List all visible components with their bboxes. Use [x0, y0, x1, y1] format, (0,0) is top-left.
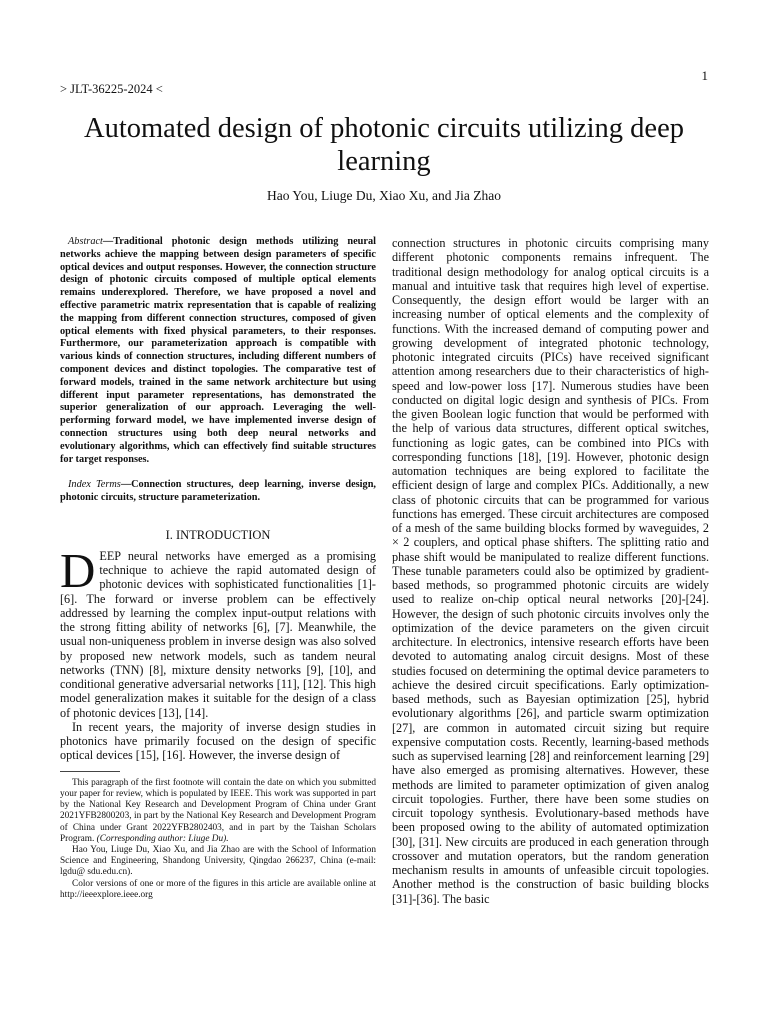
author-list: Hao You, Liuge Du, Xiao Xu, and Jia Zhao	[267, 188, 501, 203]
abstract-text: —Traditional photonic design methods utilizing neural networks achieve the mapping between design parameters of specific optical devices and output responses. However, the connection structure design of photonic circuits composed of multiple optical elements remains underexplored. Therefore, we have proposed a novel and effective parametric matrix representation that is capable of realizing the mapping from different connection structures, composed of given optical elements with fixed physical parameters, to their responses. Furthermore, our parameterization approach is compatible with various kinds of connection structures, including different numbers of component devices and distinct topologies. The comparative test of forward models, trained in the same network architecture but using different input parameter representations, has demonstrated the superior generalization of our approach. Leveraging the well-performing forward model, we have implemented inverse design of connection structures using both deep neural networks and evolutionary algorithms, which can effectively find suitable structures for target responses.	[60, 236, 376, 465]
paper-title: Automated design of photonic circuits utilizing deep learning	[84, 113, 684, 177]
running-header: > JLT-36225-2024 <	[60, 82, 163, 96]
footnote-color-versions: Color versions of one or more of the figures in this article are available online at http://ieeexplore.ieee.org	[60, 878, 376, 900]
left-column	[60, 236, 376, 901]
index-terms-lead: Index Terms	[68, 479, 121, 491]
page-number: 1	[701, 68, 708, 83]
abstract-lead: Abstract	[68, 236, 103, 247]
index-terms	[60, 479, 376, 505]
footnote-affiliation: Hao You, Liuge Du, Xiao Xu, and Jia Zhao are with the School of Information Science and Engineering, Shandong University, Qingdao 266237, China (e-mail: lgdu@ sdu.edu.cn).	[60, 844, 376, 878]
right-column	[392, 236, 709, 906]
right-column-text: connection structures in photonic circuits comprising many different photonic components remains infrequent. The traditional design methodology for analog optical circuits is a manual and intuitive task that requires high level of expertise. Consequently, the design effort would be larger with an increasing number of optical elements and the complexity of functions. With the increased demand of computing power and growing development of integrated photonic technology, photonic integrated circuits (PICs) have received significant attention among researchers due to their characteristics of high-speed and low-power loss [17]. Numerous studies have been conducted on digital logic design and synthesis of PICs. From the given Boolean logic function that would be performed with the help of various data structures, different optical switches, functioning as logic gates, can be combined into PICs with corresponding functions [18], [19]. However, photonic design automation techniques are being explored to facilitate the efficient design of large and complex PICs. Additionally, a new class of photonic circuits that can be programmed for various functions has emerged. These circuit architectures are composed of a mesh of the same building blocks formed by waveguides, 2 × 2 couplers, and optical phase shifters. The splitting ratio and phase shift would be manipulated to realize different functions. These tunable parameters could also be optimized by gradient-based methods, so programmed photonic circuits are widely used to realize on-chip optical neural networks [20]-[24]. However, the design of such photonic circuits involves only the optimization of the device parameters on the given circuit architecture. In electronics, intensive research efforts have been devoted to automating analog circuit designs. Most of these studies focused on determining the optimal device parameters to achieve the desired circuit specifications. Early optimization-based methods, such as Bayesian optimization [25], hybrid evolutionary algorithms [26], and particle swarm optimization [27], are common in automated circuit sizing but require expensive computation costs. Recently, learning-based methods such as supervised learning [28] and reinforcement learning [29] have also emerged as promising alternatives. However, these methods are limited to parameter optimization of given analog circuit topologies. Further, there have been some studies on circuit topology synthesis. Evolutionary-based methods have been proposed owing to the ability of automated optimization [30], [31]. New circuits are produced in each generation through crossover and mutation operators, but the random generation mechanism results in amounts of unfeasible circuit topologies. Another method is the construction of basic building blocks [31]-[36]. The basic	[392, 236, 709, 906]
intro-paragraph-2: In recent years, the majority of inverse design studies in photonics have primarily focused on the design of specific optical devices [15], [16]. However, the inverse design of	[60, 719, 376, 763]
intro-paragraph-1	[60, 542, 376, 720]
section-heading-introduction: I. INTRODUCTION	[165, 527, 271, 542]
footnote-funding-text: This paragraph of the first footnote will contain the date on which you submitted your paper for review, which is populated by IEEE. This work was supported in part by the National Key Research and Development Program of China under Grant 2021YFB2800203, in part by the National Key Research and Development Program of China under Grant 2022YFB2802403, and in part by the Taishan Scholars Program.	[60, 777, 376, 844]
footnote-funding	[60, 778, 376, 845]
footnote-corresponding-author: (Corresponding author: Liuge Du).	[96, 833, 229, 844]
footnote-divider	[60, 771, 120, 772]
abstract	[60, 236, 376, 466]
intro-paragraph-1-text: EEP neural networks have emerged as a promising technique to achieve the rapid automated design of photonic devices with sophisticated functionalities [1]-[6]. The forward or inverse problem can be effectively addressed by learning the complex input-output relations with the strong fitting ability of networks [6], [7]. Meanwhile, the usual non-uniqueness problem in inverse design was also solved by proposed new network models, such as tandem neural networks (TNN) [8], mixture density networks [9], [10], and conditional generative adversarial networks [11], [12]. This high model generalization makes it suitable for the design of a class of photonic devices [13], [14].	[60, 548, 376, 720]
drop-cap: D	[60, 542, 96, 598]
index-terms-text: —Connection structures, deep learning, inverse design, photonic circuits, structure parameterization.	[60, 479, 376, 504]
